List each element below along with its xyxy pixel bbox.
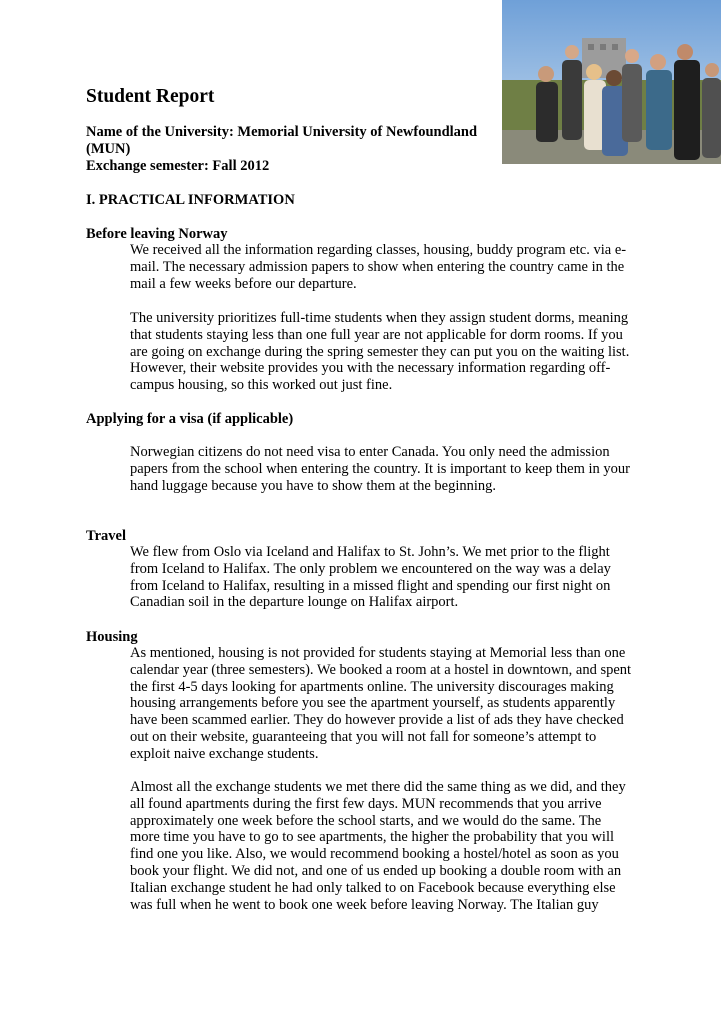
text-line: hand luggage because you have to show them at the beginning. xyxy=(130,477,497,494)
text-line: As mentioned, housing is not provided for students staying at Memorial less than one xyxy=(130,645,626,661)
text-line: have been scammed earlier. They do however provide a list of ads they have checked xyxy=(130,712,624,729)
subheading-housing: Housing xyxy=(86,629,138,645)
text-line: housing arrangements before you see the apartment yourself, as students apparently xyxy=(130,695,616,712)
paragraph-before-leaving-1 xyxy=(130,242,640,292)
section-heading: I. PRACTICAL INFORMATION xyxy=(86,192,295,208)
text-line: from Iceland to Halifax. The only problem we encountered on the way was a delay xyxy=(130,560,611,577)
paragraph-housing-1 xyxy=(130,645,640,763)
group-photo xyxy=(502,0,721,164)
text-line: However, their website provides you with the necessary information regarding off- xyxy=(130,360,611,377)
text-line: We received all the information regarding classes, housing, buddy program etc. via e- xyxy=(130,242,627,258)
text-line: Almost all the exchange students we met there did the same thing as we did, and they xyxy=(130,779,626,795)
text-line: that students staying less than one full year are not applicable for dorm rooms. If you xyxy=(130,326,623,343)
text-line: the first 4-5 days looking for apartments online. The university discourages making xyxy=(130,678,614,695)
text-line: We flew from Oslo via Iceland and Halifax to St. John’s. We met prior to the flight xyxy=(130,544,610,560)
university-line: Name of the University: Memorial University of Newfoundland xyxy=(86,124,478,140)
text-line: Italian exchange student he had only talked to on Facebook because everything else xyxy=(130,879,616,896)
text-line: Norwegian citizens do not need visa to enter Canada. You only need the admission xyxy=(130,444,610,460)
university-abbr: (MUN) xyxy=(86,141,131,157)
text-line: The university prioritizes full-time students when they assign student dorms, meaning xyxy=(130,310,629,326)
text-line: mail. The necessary admission papers to show when entering the country came in the xyxy=(130,258,625,275)
text-line: find one you like. Also, we would recommend booking a hostel/hotel as soon as you xyxy=(130,846,619,863)
text-line: calendar year (three semesters). We booked a room at a hostel in downtown, and spent xyxy=(130,661,632,678)
text-line: more time you have to go to see apartments, the higher the probability that you will xyxy=(130,829,615,846)
text-line: exploit naive exchange students. xyxy=(130,745,319,762)
paragraph-before-leaving-2 xyxy=(130,310,640,394)
group-photo-icon xyxy=(502,0,721,164)
text-line: book your flight. We did not, and one of us ended up booking a double room with an xyxy=(130,862,622,879)
subheading-visa: Applying for a visa (if applicable) xyxy=(86,411,294,427)
paragraph-travel xyxy=(130,544,640,611)
subheading-before-leaving: Before leaving Norway xyxy=(86,226,228,242)
text-line: out on their website, guaranteeing that you will not fall for someone’s attempt to xyxy=(130,728,597,745)
report-meta xyxy=(86,124,486,175)
text-line: all found apartments during the first few days. MUN recommends that you arrive xyxy=(130,795,602,812)
text-line: Canadian soil in the departure lounge on Halifax airport. xyxy=(130,594,459,611)
paragraph-housing-2 xyxy=(130,779,640,913)
page-title: Student Report xyxy=(86,86,215,107)
paragraph-visa xyxy=(130,444,640,494)
text-line: mail a few weeks before our departure. xyxy=(130,275,357,292)
subheading-travel: Travel xyxy=(86,528,126,544)
text-line: campus housing, so this worked out just fine. xyxy=(130,377,393,394)
text-line: from Iceland to Halifax, resulting in a missed flight and spending our first night on xyxy=(130,577,611,594)
text-line: was full when he went to book one week before leaving Norway. The Italian guy xyxy=(130,896,599,913)
text-line: approximately one week before the school starts, and we would do the same. The xyxy=(130,812,602,829)
text-line: are going on exchange during the spring semester they can put you on the waiting list. xyxy=(130,343,630,360)
text-line: papers from the school when entering the country. It is important to keep them in your xyxy=(130,460,630,477)
semester-line: Exchange semester: Fall 2012 xyxy=(86,158,270,174)
